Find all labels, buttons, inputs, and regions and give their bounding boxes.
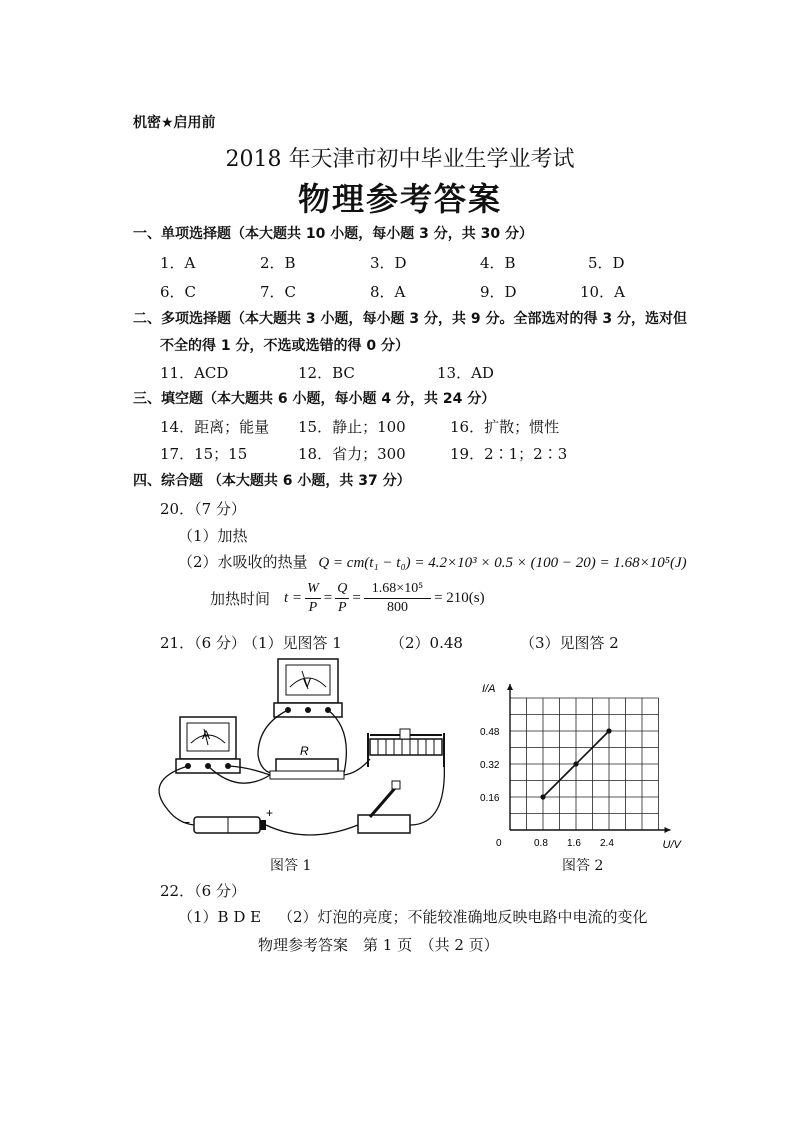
q20-part2-label: （2）水吸收的热量 [178,553,308,571]
exam-title: 2018 年天津市初中毕业生学业考试 [225,147,575,172]
ammeter-label: A [202,728,211,742]
section3-heading: 三、填空题（本大题共 6 小题，每小题 4 分，共 24 分） [133,391,496,407]
q22-part1: （1）B D E [178,908,262,926]
q21-part2: （2）0.48 [390,634,463,652]
answer-item: 10．A [580,283,625,301]
y-tick-label: 0.32 [480,760,500,771]
circuit-figure [148,655,448,845]
equals-sign: = [323,590,333,606]
resistor-label: R [300,744,309,758]
y-axis-arrow-icon [507,684,513,690]
x-tick-label: 1.6 [567,838,581,849]
answer-item: 14．距离；能量 [160,418,270,436]
q20-part3-label: 加热时间 [210,590,271,608]
answer-item: 8．A [370,283,406,301]
voltmeter-label: V [303,676,312,690]
time-result: = 210(s) [434,590,485,606]
q20-label: 20．（7 分） [160,500,246,518]
answer-item: 4．B [480,254,516,272]
confidential-mark: 机密★启用前 [133,115,216,131]
fraction-den: P [308,600,318,615]
fraction-value [364,580,431,617]
fraction-num: 1.68×10⁵ [364,580,431,599]
q20-part3 [210,580,485,617]
section1-heading: 一、单项选择题（本大题共 10 小题，每小题 3 分，共 30 分） [133,226,533,242]
battery-minus-label: − [182,814,191,830]
data-point [540,794,545,799]
q22-label: 22．（6 分） [160,882,246,900]
answer-item: 11．ACD [160,364,229,382]
rheostat-icon [368,729,444,767]
answer-item: 18．省力；300 [298,445,406,463]
fraction-q-p [335,580,349,617]
section2-heading-line2: 不全的得 1 分，不选或选错的得 0 分） [160,338,409,354]
q20-part1: （1）加热 [178,527,248,545]
battery-icon [194,817,266,833]
answer-item: 16．扩散；惯性 [450,418,560,436]
answer-item: 7．C [260,283,297,301]
answer-item: 6．C [160,283,197,301]
answer-item: 19．2∶1；2∶3 [450,445,568,463]
switch-icon [358,781,410,833]
q21-part1: （1）见图答 1 [243,634,342,652]
chart-grid [510,698,659,830]
section2-heading-line1: 二、多项选择题（本大题共 3 小题，每小题 3 分，共 9 分。全部选对的得 3 分，选对但 [133,311,687,327]
time-variable: t = [284,590,303,606]
fraction-den: P [337,600,347,615]
figure2-caption: 图答 2 [562,858,604,874]
answer-item: 9．D [480,283,517,301]
fraction-num: W [305,580,321,599]
data-point [573,761,578,766]
y-axis-label: I/A [482,683,496,695]
fraction-num: Q [335,580,349,599]
battery-plus-label: + [266,806,274,820]
q21-part3: （3）见图答 2 [520,634,619,652]
answer-item: 15．静止；100 [298,418,406,436]
x-axis-label: U/V [662,839,681,851]
fraction-w-p [305,580,321,617]
answer-item: 12．BC [298,364,355,382]
data-point [606,728,611,733]
answer-item: 3．D [370,254,407,272]
y-tick-label: 0.16 [480,793,500,804]
answer-item: 17．15；15 [160,445,248,463]
x-tick-label: 0.8 [534,838,548,849]
answer-item: 5．D [588,254,625,272]
q22-part2: （2）灯泡的亮度；不能较准确地反映电路中电流的变化 [278,908,648,926]
resistor-icon [270,759,344,779]
q21-label: 21．（6 分） [160,634,246,652]
answer-item: 2．B [260,254,296,272]
heat-formula: Q = cm(t₁ − t₀) = 4.2×10³ × 0.5 × (100 − 20) = 1.68×10⁵(J) [318,555,687,571]
ammeter-icon [176,717,240,773]
iu-chart [470,683,681,860]
page-footer: 物理参考答案 第 1 页 （共 2 页） [258,936,499,954]
equals-sign: = [352,590,361,606]
answer-item: 13．AD [437,364,494,382]
x-axis-arrow-icon [665,827,671,833]
x-tick-label: 0 [496,838,502,849]
fraction-den: 800 [386,600,408,615]
doc-title: 物理参考答案 [297,180,502,218]
y-tick-label: 0.48 [480,727,500,738]
figure1-caption: 图答 1 [270,858,312,874]
x-tick-label: 2.4 [600,838,614,849]
section4-heading: 四、综合题 （本大题共 6 小题，共 37 分） [133,473,411,489]
q20-part2 [178,551,687,572]
answer-item: 1．A [160,254,196,272]
chart-axes [482,683,683,851]
